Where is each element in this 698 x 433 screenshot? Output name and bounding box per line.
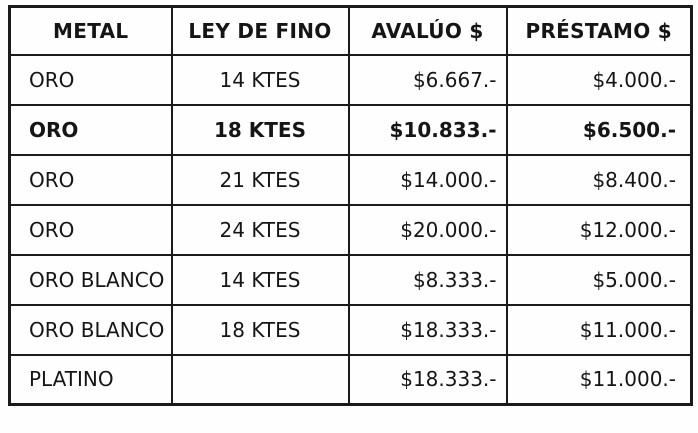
table-row (10, 105, 692, 155)
cell-metal: ORO BLANCO (10, 305, 172, 355)
cell-metal: ORO (10, 105, 172, 155)
table-row (10, 305, 692, 355)
cell-avaluo: $18.333.- (349, 355, 507, 405)
cell-prestamo: $12.000.- (507, 205, 692, 255)
cell-prestamo: $6.500.- (507, 105, 692, 155)
cell-avaluo: $8.333.- (349, 255, 507, 305)
cell-prestamo: $4.000.- (507, 55, 692, 105)
cell-ley (172, 355, 349, 405)
cell-ley: 24 KTES (172, 205, 349, 255)
header-ley: LEY DE FINO (172, 7, 349, 55)
table-row (10, 205, 692, 255)
table-row (10, 155, 692, 205)
cell-prestamo: $8.400.- (507, 155, 692, 205)
cell-prestamo: $5.000.- (507, 255, 692, 305)
cell-metal: PLATINO (10, 355, 172, 405)
header-prestamo: PRÉSTAMO $ (507, 7, 692, 55)
cell-metal: ORO (10, 155, 172, 205)
cell-metal: ORO BLANCO (10, 255, 172, 305)
table-row (10, 55, 692, 105)
table-header-row (10, 7, 692, 55)
header-metal: METAL (10, 7, 172, 55)
table-row (10, 355, 692, 405)
cell-avaluo: $10.833.- (349, 105, 507, 155)
header-avaluo: AVALÚO $ (349, 7, 507, 55)
table-row (10, 255, 692, 305)
metal-appraisal-table (8, 5, 693, 406)
cell-metal: ORO (10, 55, 172, 105)
cell-ley: 18 KTES (172, 105, 349, 155)
cell-avaluo: $6.667.- (349, 55, 507, 105)
cell-prestamo: $11.000.- (507, 305, 692, 355)
cell-ley: 18 KTES (172, 305, 349, 355)
cell-avaluo: $18.333.- (349, 305, 507, 355)
cell-ley: 21 KTES (172, 155, 349, 205)
cell-avaluo: $14.000.- (349, 155, 507, 205)
cell-avaluo: $20.000.- (349, 205, 507, 255)
cell-ley: 14 KTES (172, 55, 349, 105)
cell-ley: 14 KTES (172, 255, 349, 305)
cell-prestamo: $11.000.- (507, 355, 692, 405)
cell-metal: ORO (10, 205, 172, 255)
